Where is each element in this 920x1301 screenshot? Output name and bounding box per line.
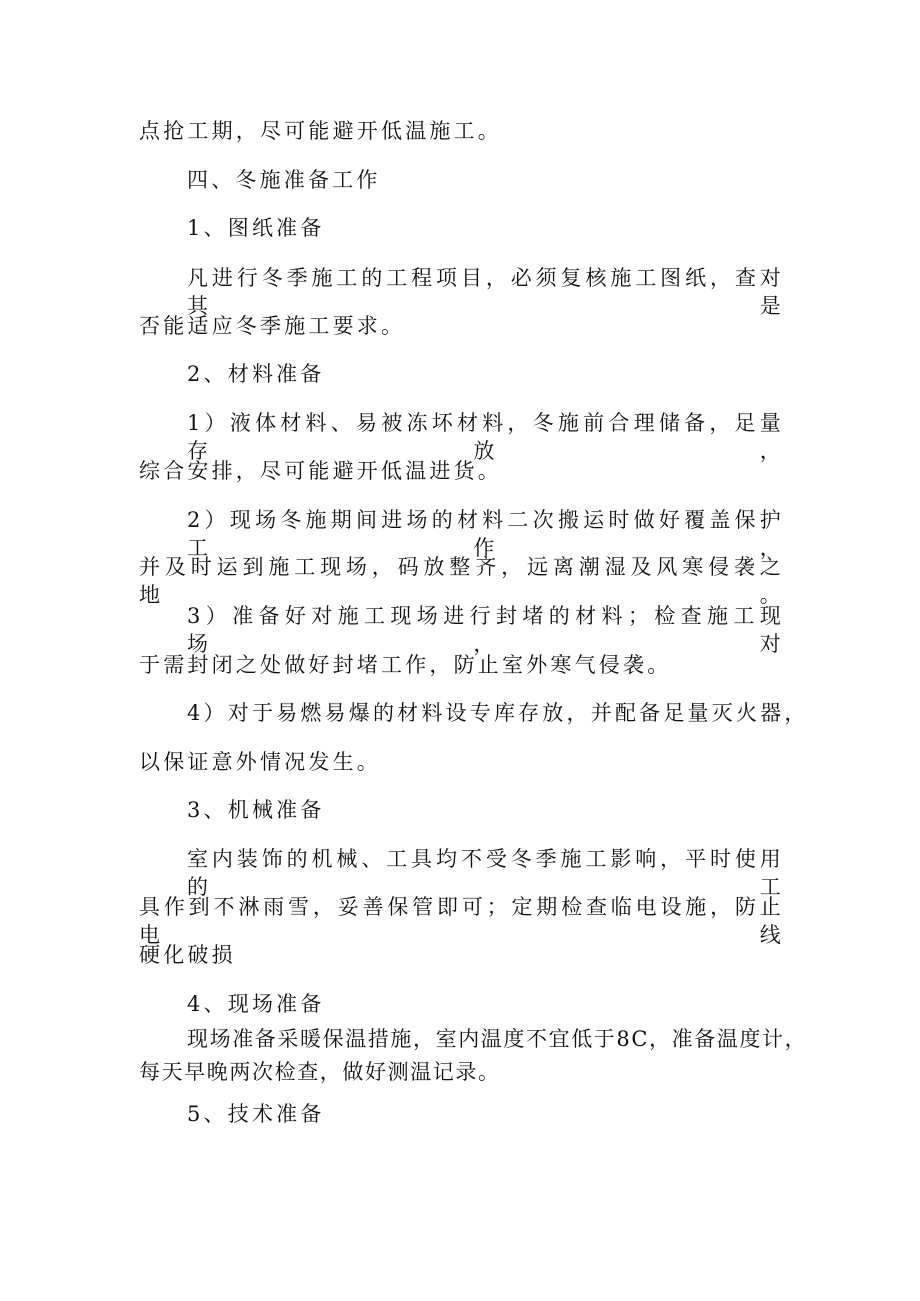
paragraph-line: 硬化破损 (139, 943, 236, 967)
paragraph-line: 室内装饰的机械、工具均不受冬季施工影响，平时使用的工 (187, 847, 784, 899)
paragraph-line: 每天早晚两次检查，做好测温记录。 (139, 1060, 501, 1084)
subheading-material-preparation: 2、材料准备 (187, 362, 325, 386)
list-item-line: 综合安排，尽可能避开低温进货。 (139, 459, 502, 483)
paragraph-line: 否能适应冬季施工要求。 (139, 314, 406, 338)
paragraph-line: 凡进行冬季施工的工程项目，必须复核施工图纸，查对其是 (187, 266, 784, 318)
paragraph-line: 具作到不淋雨雪，妥善保管即可；定期检查临电设施，防止电线 (139, 895, 784, 947)
section-heading-winter-preparation: 四、冬施准备工作 (187, 168, 381, 192)
list-item-line: 以保证意外情况发生。 (139, 750, 381, 774)
list-item-line: 于需封闭之处做好封堵工作，防止室外寒气侵袭。 (139, 653, 672, 677)
subheading-site-preparation: 4、现场准备 (187, 992, 325, 1016)
subheading-technical-preparation: 5、技术准备 (187, 1102, 325, 1126)
subheading-machinery-preparation: 3、机械准备 (187, 798, 325, 822)
subheading-drawing-preparation: 1、图纸准备 (187, 216, 325, 240)
list-item-line: 2）现场冬施期间进场的材料二次搬运时做好覆盖保护工作， (187, 508, 784, 560)
list-item-line: 1）液体材料、易被冻坏材料，冬施前合理储备，足量存放， (187, 411, 784, 463)
list-item-line: 并及时运到施工现场，码放整齐，远离潮湿及风寒侵袭之地。 (139, 555, 784, 607)
list-item-line: 4）对于易燃易爆的材料设专库存放，并配备足量灭火器， (187, 701, 809, 725)
paragraph-continuation-line: 点抢工期，尽可能避开低温施工。 (139, 119, 502, 143)
paragraph-line: 现场准备采暖保温措施，室内温度不宜低于8C，准备温度计， (187, 1027, 808, 1051)
list-item-line: 3）准备好对施工现场进行封堵的材料；检查施工现场，对 (187, 604, 784, 656)
